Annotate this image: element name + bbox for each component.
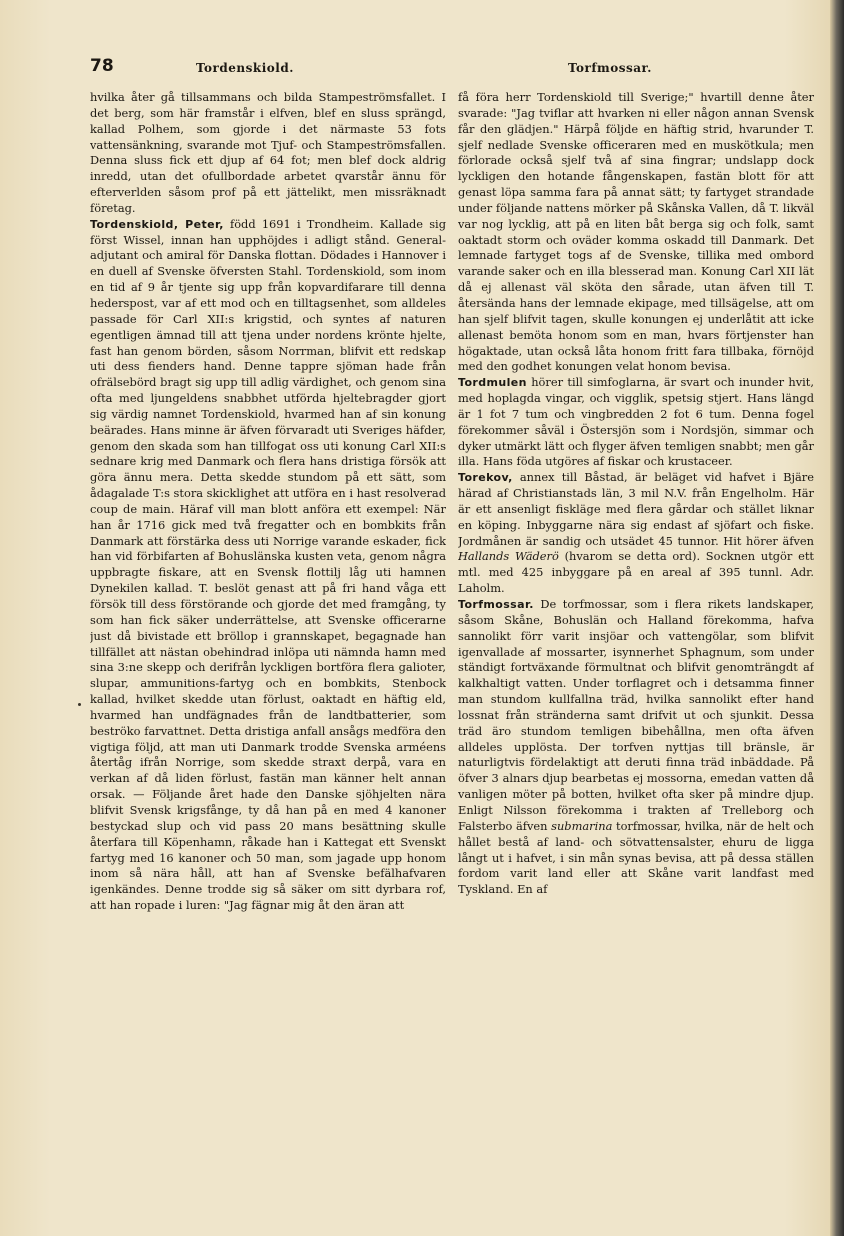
headword: Tordmulen xyxy=(458,376,527,390)
entry-text: De torfmossar, som i flera rikets landskaper, såsom Skåne, Bohuslän och Halland förekomma, hafva sannolikt förr varit insjöar och vattengölar, som blifvit igenvallade af mossarter, isynnerhet Sphagnum, som under ständigt fortväxande förmultnat och blifvit genomträngdt af kalkhaltigt vatten. Under torflagret och i detsamma finner man stundom kullfallna träd, hvilka sannolikt efter hand lossnat från stränderna samt drifvit ut och sjunkit. Dessa träd äro stundom temligen bibehållna, men ofta äfven alldeles upplösta. Der torfven nyttjas till bränsle, är naturligtvis fördelaktigt att deruti finna träd inbäddade. På öfver 3 alnars djup bearbetas ej mossorna, emedan vatten då vanligen möter på botten, hvilket ofta sker på mindre djup. Enligt Nilsson förekomma i trakten af Trelleborg och Falsterbo äfven xyxy=(458,597,814,833)
headword: Torekov, xyxy=(458,471,513,485)
header-left-title: Tordenskiold. xyxy=(196,61,294,75)
entry-italic-text: Hallands Wäderö xyxy=(458,549,559,564)
entry-text: torfmossar, hvilka, när de helt och hållet bestå af land- och sötvattensalster, ehuru de ligga långt ut i hafvet, i sin mån synas bevisa, att på dessa ställen fordom varit land eller att Skåne varit landfast med Tyskland. En af xyxy=(458,818,814,897)
running-header xyxy=(90,54,810,82)
entry-text: född 1691 i Trondheim. Kallade sig först Wissel, innan han upphöjdes i adligt stånd. General-adjutant och amiral för Danska flottan. Dödades i Hannover i en duell af Svenske öfversten Stahl. Tordenskiold, som inom en tid af 9 år tjente sig upp från kopvardifarare till denna hederspost, var af ett mod och en tilltagsenhet, som alldeles passade för Carl XII:s krigstid, och syntes af naturen egentligen ämnad till att tjena under nordens krönte hjelte, fast han genom börden, såsom Norrman, blifvit ett redskap uti dess fienders hand. Denne tappre sjöman hade från ofrälsebörd bragt sig upp till adlig värdighet, och genom sina ofta med ljungeldens snabbhet utförda hjeltebragder gjort sig värdig namnet Tordenskiold, hvarmed han af sin konung beärades. Hans minne är äfven förvaradt uti Sveriges häfder, genom den skada som han tillfogat oss uti konung Carl XII:s sednare krig med Danmark och flera hans dristiga försök att göra ännu mera. Detta skedde stundom på ett sätt, som ådagalade T:s stora skicklighet att utföra en i hast resolverad coup de main. Häraf vill man blott anföra ett exempel: När han år 1716 gick med två fregatter och en bombkits från Danmark att förstärka dess uti Norrige varande eskader, fick han vid förbifarten af Bohuslänska kusten veta, genom några uppbragte fiskare, att en Svensk flottilj låg uti hamnen Dynekilen kallad. T. beslöt genast att på fri hand våga ett försök till dess förstörande och gjorde det med framgång, ty som han fick säker underrättelse, att Svenske officerarne just då bivistade ett bröllop i grannskapet, begagnade han tillfället att nästan obehindrad inlöpa uti nämnda hamn med sina 3:ne skepp och derifrån lyckligen bortföra flera galioter, slupar, ammunitions-fartyg och en bombkits, Stenbock kallad, hvilket skedde utan förlust, oaktadt en häftig eld, hvarmed han undfägnades från de landtbatterier, som beströko farvattnet. Detta dristiga anfall ansågs medföra den vigtiga följd, att man uti Danmark trodde Svenska arméens återtåg ifrån Norrige, som skedde straxt derpå, vara en verkan af då liden förlust, fastän man känner helt annan orsak. — Följande året hade den Danske sjöhjelten nära blifvit Svensk krigsfånge, ty då han på en med 4 kanoner bestyckad slup och vid pass 20 mans besättning skulle återfara till Köpenhamn, råkade han i Kattegat ett Svenskt fartyg med 16 kanoner och 50 man, som jagade upp honom inom så nära håll, att han af Svenske befälhafvaren igenkändes. Denne trodde sig så säker om sitt dyrbara rof, att han ropade i luren: "Jag fägnar mig åt den äran att xyxy=(90,216,446,913)
page-number: 78 xyxy=(90,56,114,76)
entry-text: annex till Båstad, är beläget vid hafvet i Bjäre härad af Christianstads län, 3 mil N.V. från Engelholm. Här är ett ansenligt fiskläge med flera gårdar och stället liknar en köping. Inbyggarne nära sig endast af sjöfart och fiske. Jordmånen är sandig och utsädet 45 tunnor. Hit hörer äfven xyxy=(458,470,814,548)
left-column xyxy=(90,90,446,1180)
paragraph-tordenskiold-continued: få föra herr Tordenskiold till Sverige;" hvartill denne åter svarade: "Jag tviflar att hvarken ni eller någon annan Svensk får den glädjen." Härpå följde en häftig strid, hvarunder T. sjelf nedlade Svenske officeraren med en muskötkula; men förlorade också sjelf två af sina fingrar; undslapp dock lyckligen den hotande fångenskapen, fastän blott för att genast löpa samma fara på annat sätt; ty fartyget strandade under följande nattens mörker på Skånska Vallen, då T. likväl var nog lycklig, att på en liten båt berga sig och folk, samt oaktadt storm och oväder komma oskadd till Danmark. Det lemnade fartyget togs af de Svenske, tillika med ombord varande saker och en illa blesserad man. Konung Carl XII lät då ej allenast väl sköta den sårade, utan äfven till T. återsända hans der lemnade ekipage, med tillsägelse, att om han sjelf blifvit tagen, skulle konungen ej underlåtit att icke allenast bemöta honom som en man, hvars förtjenster han högaktade, utan också låta honom fritt fara tillbaka, förnöjd med den godhet konungen velat honom bevisa. xyxy=(458,90,814,374)
entry-italic-text: submarina xyxy=(551,818,613,833)
entry-torfmossar xyxy=(458,597,814,898)
entry-tordmulen xyxy=(458,375,814,470)
page-edge-shadow xyxy=(830,0,844,1236)
headword: Tordenskiold, Peter, xyxy=(90,217,224,231)
entry-tordenskiold xyxy=(90,217,446,914)
paragraph-stampestromsfallet: hvilka åter gå tillsammans och bilda Stampeströmsfallet. I det berg, som här framstår i elfven, blef en sluss sprängd, kallad Polhem, som gjorde i det närmaste 53 fots vattensänkning, svarande mot Tjuf- och Stampeströmsfallen. Denna sluss fick ett djup af 64 fot; men blef dock aldrig inredd, utan det ofullbordade arbetet qvarstår ännu för efterverlden såsom prof på ett jättelikt, men missräknadt företag. xyxy=(90,90,446,215)
headword: Torfmossar. xyxy=(458,598,534,611)
entry-torekov xyxy=(458,470,814,597)
header-right-title: Torfmossar. xyxy=(568,61,652,75)
entry-text: hörer till simfoglarna, är svart och inunder hvit, med hoplagda vingar, och vigglik, spetsig stjert. Hans längd är 1 fot 7 tum och vingbredden 2 fot 6 tum. Denna fogel förekommer såväl i Östersjön som i Nordsjön, simmar och dyker utmärkt lätt och flyger äfven temligen snabbt; men går illa. Hans föda utgöres af fiskar och krustaceer. xyxy=(458,375,814,469)
margin-mark xyxy=(78,703,81,706)
right-column xyxy=(458,90,814,1180)
entry-text: (hvarom se detta ord). Socknen utgör ett mtl. med 425 inbyggare på en areal af 395 tunnl. Adr. Laholm. xyxy=(458,549,814,596)
